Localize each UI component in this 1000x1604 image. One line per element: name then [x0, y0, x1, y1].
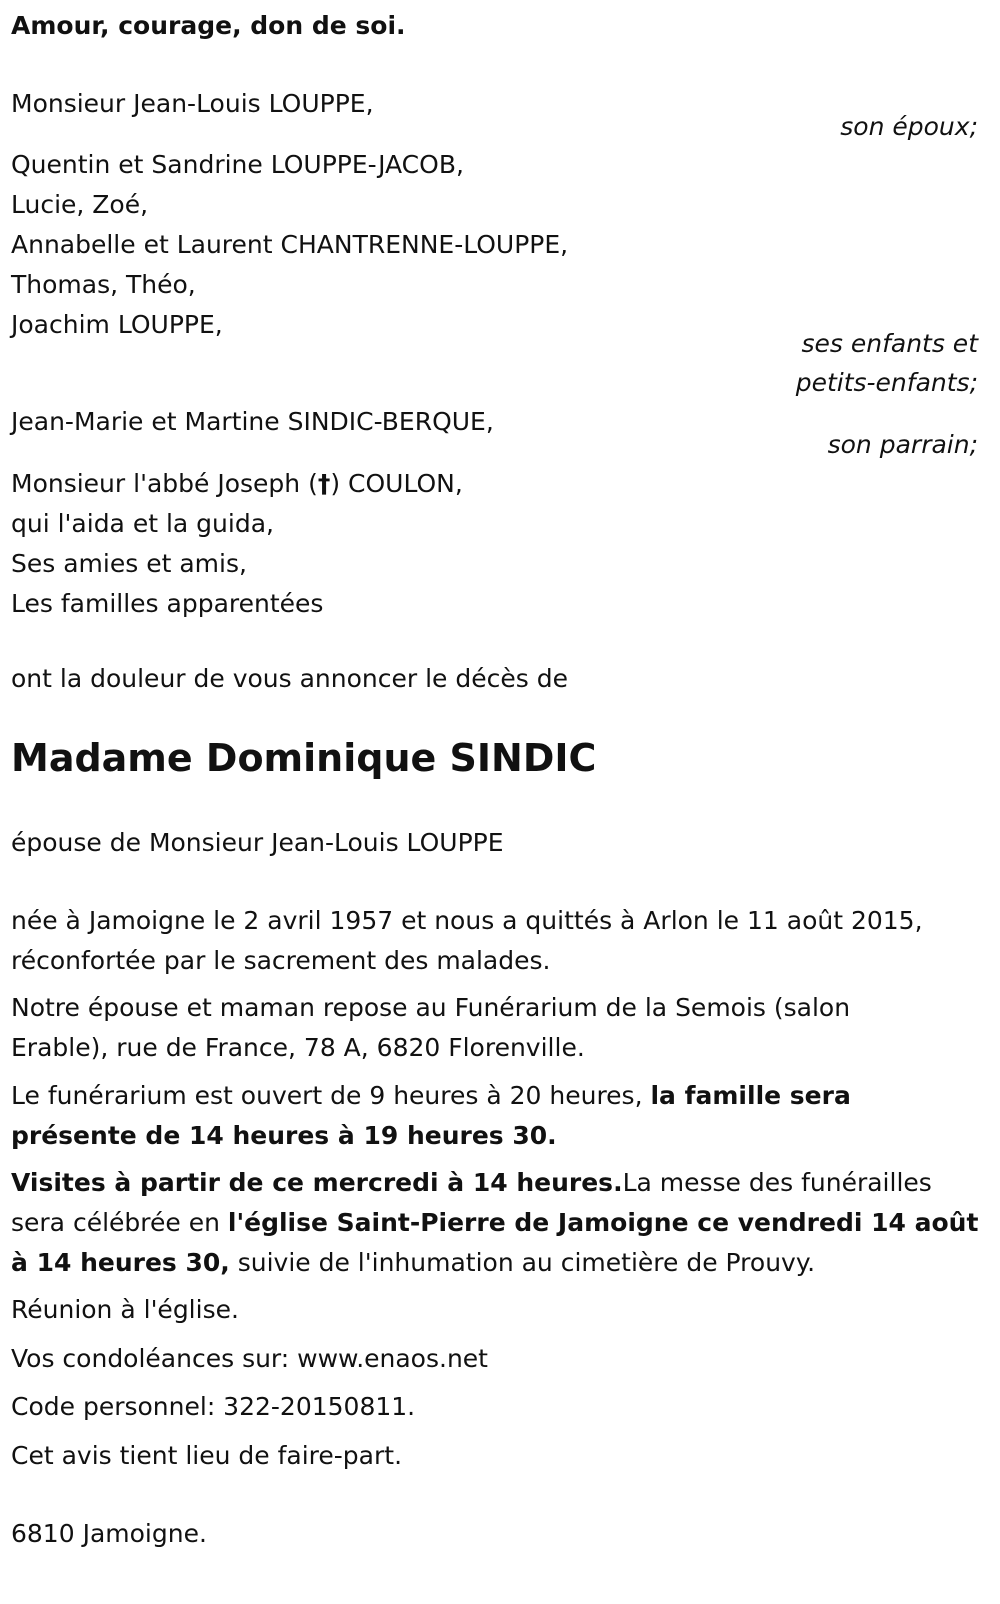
deceased-spouse-line: épouse de Monsieur Jean-Louis LOUPPE — [11, 828, 504, 857]
others-list — [11, 464, 971, 624]
rest-line-1: Notre épouse et maman repose au Funérarium de la Semois (salon — [11, 993, 851, 1022]
children-line: Thomas, Théo, — [11, 270, 196, 299]
children-line: Quentin et Sandrine LOUPPE-JACOB, — [11, 150, 464, 179]
godfather-role: son parrain; — [827, 430, 978, 459]
birth-death-line-2: réconfortée par le sacrement des malades. — [11, 946, 551, 975]
mass-bold-text-2: à 14 heures 30, — [11, 1248, 230, 1277]
birth-death-paragraph — [11, 901, 971, 981]
cross-icon: † — [317, 469, 331, 498]
motto: Amour, courage, don de soi. — [11, 11, 406, 40]
deceased-name: Madame Dominique SINDIC — [11, 736, 597, 780]
godfather-name: Jean-Marie et Martine SINDIC-BERQUE, — [11, 407, 494, 436]
mass-normal-text-2: sera célébrée en — [11, 1208, 228, 1237]
spouse-name: Monsieur Jean-Louis LOUPPE, — [11, 89, 374, 118]
place-line: 6810 Jamoigne. — [11, 1519, 207, 1548]
hours-bold-text-2: présente de 14 heures à 19 heures 30. — [11, 1121, 557, 1150]
hours-paragraph — [11, 1076, 971, 1156]
mass-normal-text-1: La messe des funérailles — [622, 1168, 932, 1197]
hours-line-1 — [11, 1076, 971, 1116]
mass-bold-text-1: l'église Saint-Pierre de Jamoigne ce vendredi 14 août — [227, 1208, 979, 1237]
others-line: Ses amies et amis, — [11, 549, 247, 578]
priest-after: ) COULON, — [330, 469, 463, 498]
children-line: Lucie, Zoé, — [11, 190, 149, 219]
rest-paragraph — [11, 988, 971, 1068]
priest-line — [11, 464, 971, 504]
announcement: ont la douleur de vous annoncer le décès de — [11, 664, 568, 693]
priest-before: Monsieur l'abbé Joseph ( — [11, 469, 318, 498]
spouse-role: son époux; — [840, 112, 978, 141]
mass-line-3 — [11, 1243, 971, 1283]
children-line: Annabelle et Laurent CHANTRENNE-LOUPPE, — [11, 230, 569, 259]
mass-paragraph — [11, 1163, 979, 1283]
rest-line-2: Erable), rue de France, 78 A, 6820 Florenville. — [11, 1033, 585, 1062]
visits-bold-text: Visites à partir de ce mercredi à 14 heures. — [11, 1168, 623, 1197]
children-role-line-1: ses enfants et — [801, 329, 978, 358]
birth-death-line-1: née à Jamoigne le 2 avril 1957 et nous a quittés à Arlon le 11 août 2015, — [11, 906, 923, 935]
children-list — [11, 145, 971, 345]
meeting-line: Réunion à l'église. — [11, 1295, 239, 1324]
condolences-line: Vos condoléances sur: www.enaos.net — [11, 1344, 488, 1373]
children-role-line-2: petits-enfants; — [795, 368, 978, 397]
mass-line-2 — [11, 1203, 979, 1243]
hours-normal-text: Le funérarium est ouvert de 9 heures à 20 heures, — [11, 1081, 651, 1110]
children-line: Joachim LOUPPE, — [11, 310, 223, 339]
others-line: qui l'aida et la guida, — [11, 509, 274, 538]
mass-normal-text-3: suivie de l'inhumation au cimetière de Prouvy. — [229, 1248, 816, 1277]
others-line: Les familles apparentées — [11, 589, 324, 618]
notice-line: Cet avis tient lieu de faire-part. — [11, 1441, 403, 1470]
code-line: Code personnel: 322-20150811. — [11, 1392, 416, 1421]
mass-line-1 — [11, 1163, 971, 1203]
hours-bold-text-1: la famille sera — [650, 1081, 851, 1110]
